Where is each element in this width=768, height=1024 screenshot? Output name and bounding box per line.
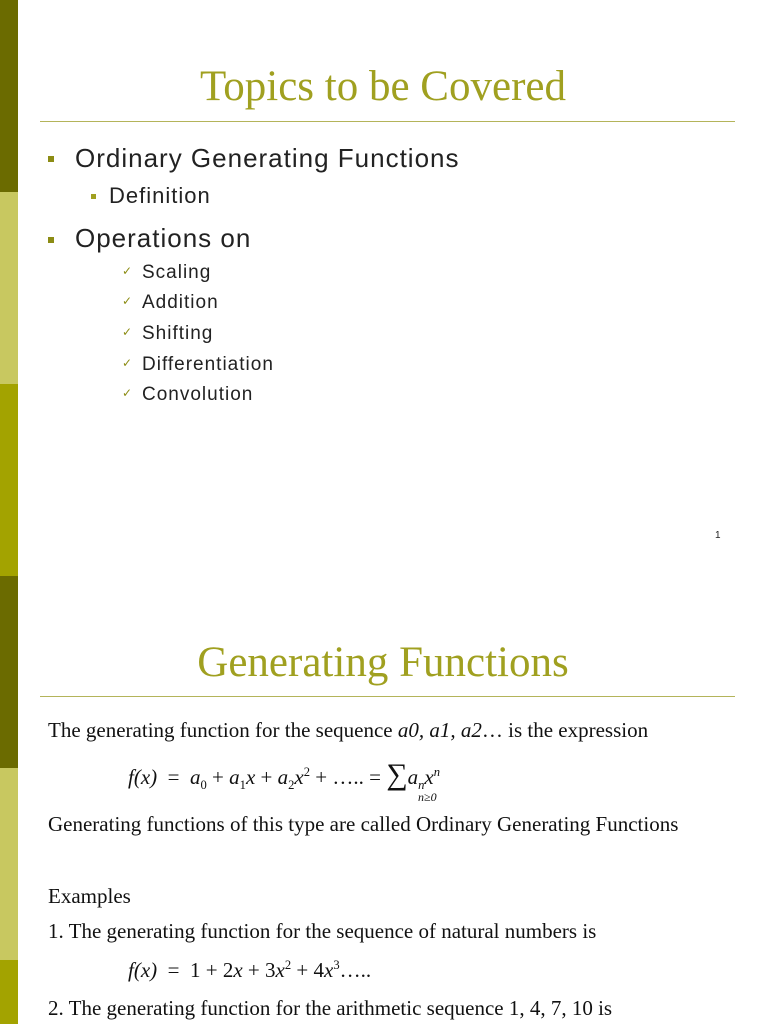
check-item-scaling: Scaling: [142, 262, 212, 283]
checkmark-icon: ✓: [122, 294, 133, 308]
formula-natural-numbers: $f(x) = 1 + 2x + 3x^2$ + $4x^3\dots$..: [128, 958, 372, 982]
intro-sequence: a0, a1, a2: [397, 718, 482, 742]
slide-2: [18, 576, 768, 1024]
check-item-shifting: Shifting: [142, 323, 214, 344]
checkmark-icon: ✓: [122, 264, 133, 278]
example-1-text: 1. The generating function for the sequence of natural numbers is: [48, 919, 597, 943]
sum-subscript: n≥0: [418, 790, 437, 804]
bullet-marker: [48, 237, 54, 243]
formula-equals: =: [167, 765, 180, 789]
check-item-differentiation: Differentiation: [142, 354, 274, 375]
check-item-convolution: Convolution: [142, 384, 254, 405]
checkmark-icon: ✓: [122, 356, 133, 370]
sub-bullet-marker: [91, 194, 96, 199]
bullet-marker: [48, 156, 54, 162]
slide-1: [18, 0, 768, 576]
intro-after: is the expression: [502, 718, 649, 742]
slide-title: Topics to be Covered: [200, 63, 566, 110]
stripe-mid-2: [0, 960, 18, 1024]
formula-equals: =: [167, 958, 180, 982]
intro-ellipsis: …: [481, 718, 503, 742]
note-text: Generating functions of this type are called Ordinary Generating Functions: [48, 812, 679, 836]
formula-definition: $f(x) = a_0 + a_1x + a_2x^2$ + ….. = $\sum a_nx^n$: [128, 758, 441, 793]
examples-label: Examples: [48, 884, 131, 908]
bullet-ordinary-generating-functions: Ordinary Generating Functions: [75, 143, 460, 173]
page-number: 1: [715, 530, 721, 541]
title-divider: [40, 121, 735, 122]
slide-title: Generating Functions: [197, 639, 569, 686]
stripe-light-1: [0, 192, 18, 384]
stripe-mid-1: [0, 384, 18, 576]
formula-lhs: f(x): [128, 765, 158, 789]
checkmark-icon: ✓: [122, 386, 133, 400]
title-divider: [40, 696, 735, 697]
bullet-operations-on: Operations on: [75, 223, 252, 253]
formula-lhs: f(x): [128, 958, 158, 982]
sub-bullet-definition: Definition: [109, 183, 211, 208]
example-2-text: 2. The generating function for the arithmetic sequence 1, 4, 7, 10 is: [48, 996, 613, 1020]
stripe-dark-1: [0, 0, 18, 192]
stripe-light-2: [0, 768, 18, 960]
stripe-dark-2: [0, 576, 18, 768]
check-item-addition: Addition: [142, 292, 219, 313]
checkmark-icon: ✓: [122, 325, 133, 339]
formula-tail: …..: [339, 958, 372, 982]
intro-before: The generating function for the sequence: [48, 718, 398, 742]
intro-text: [48, 718, 648, 743]
